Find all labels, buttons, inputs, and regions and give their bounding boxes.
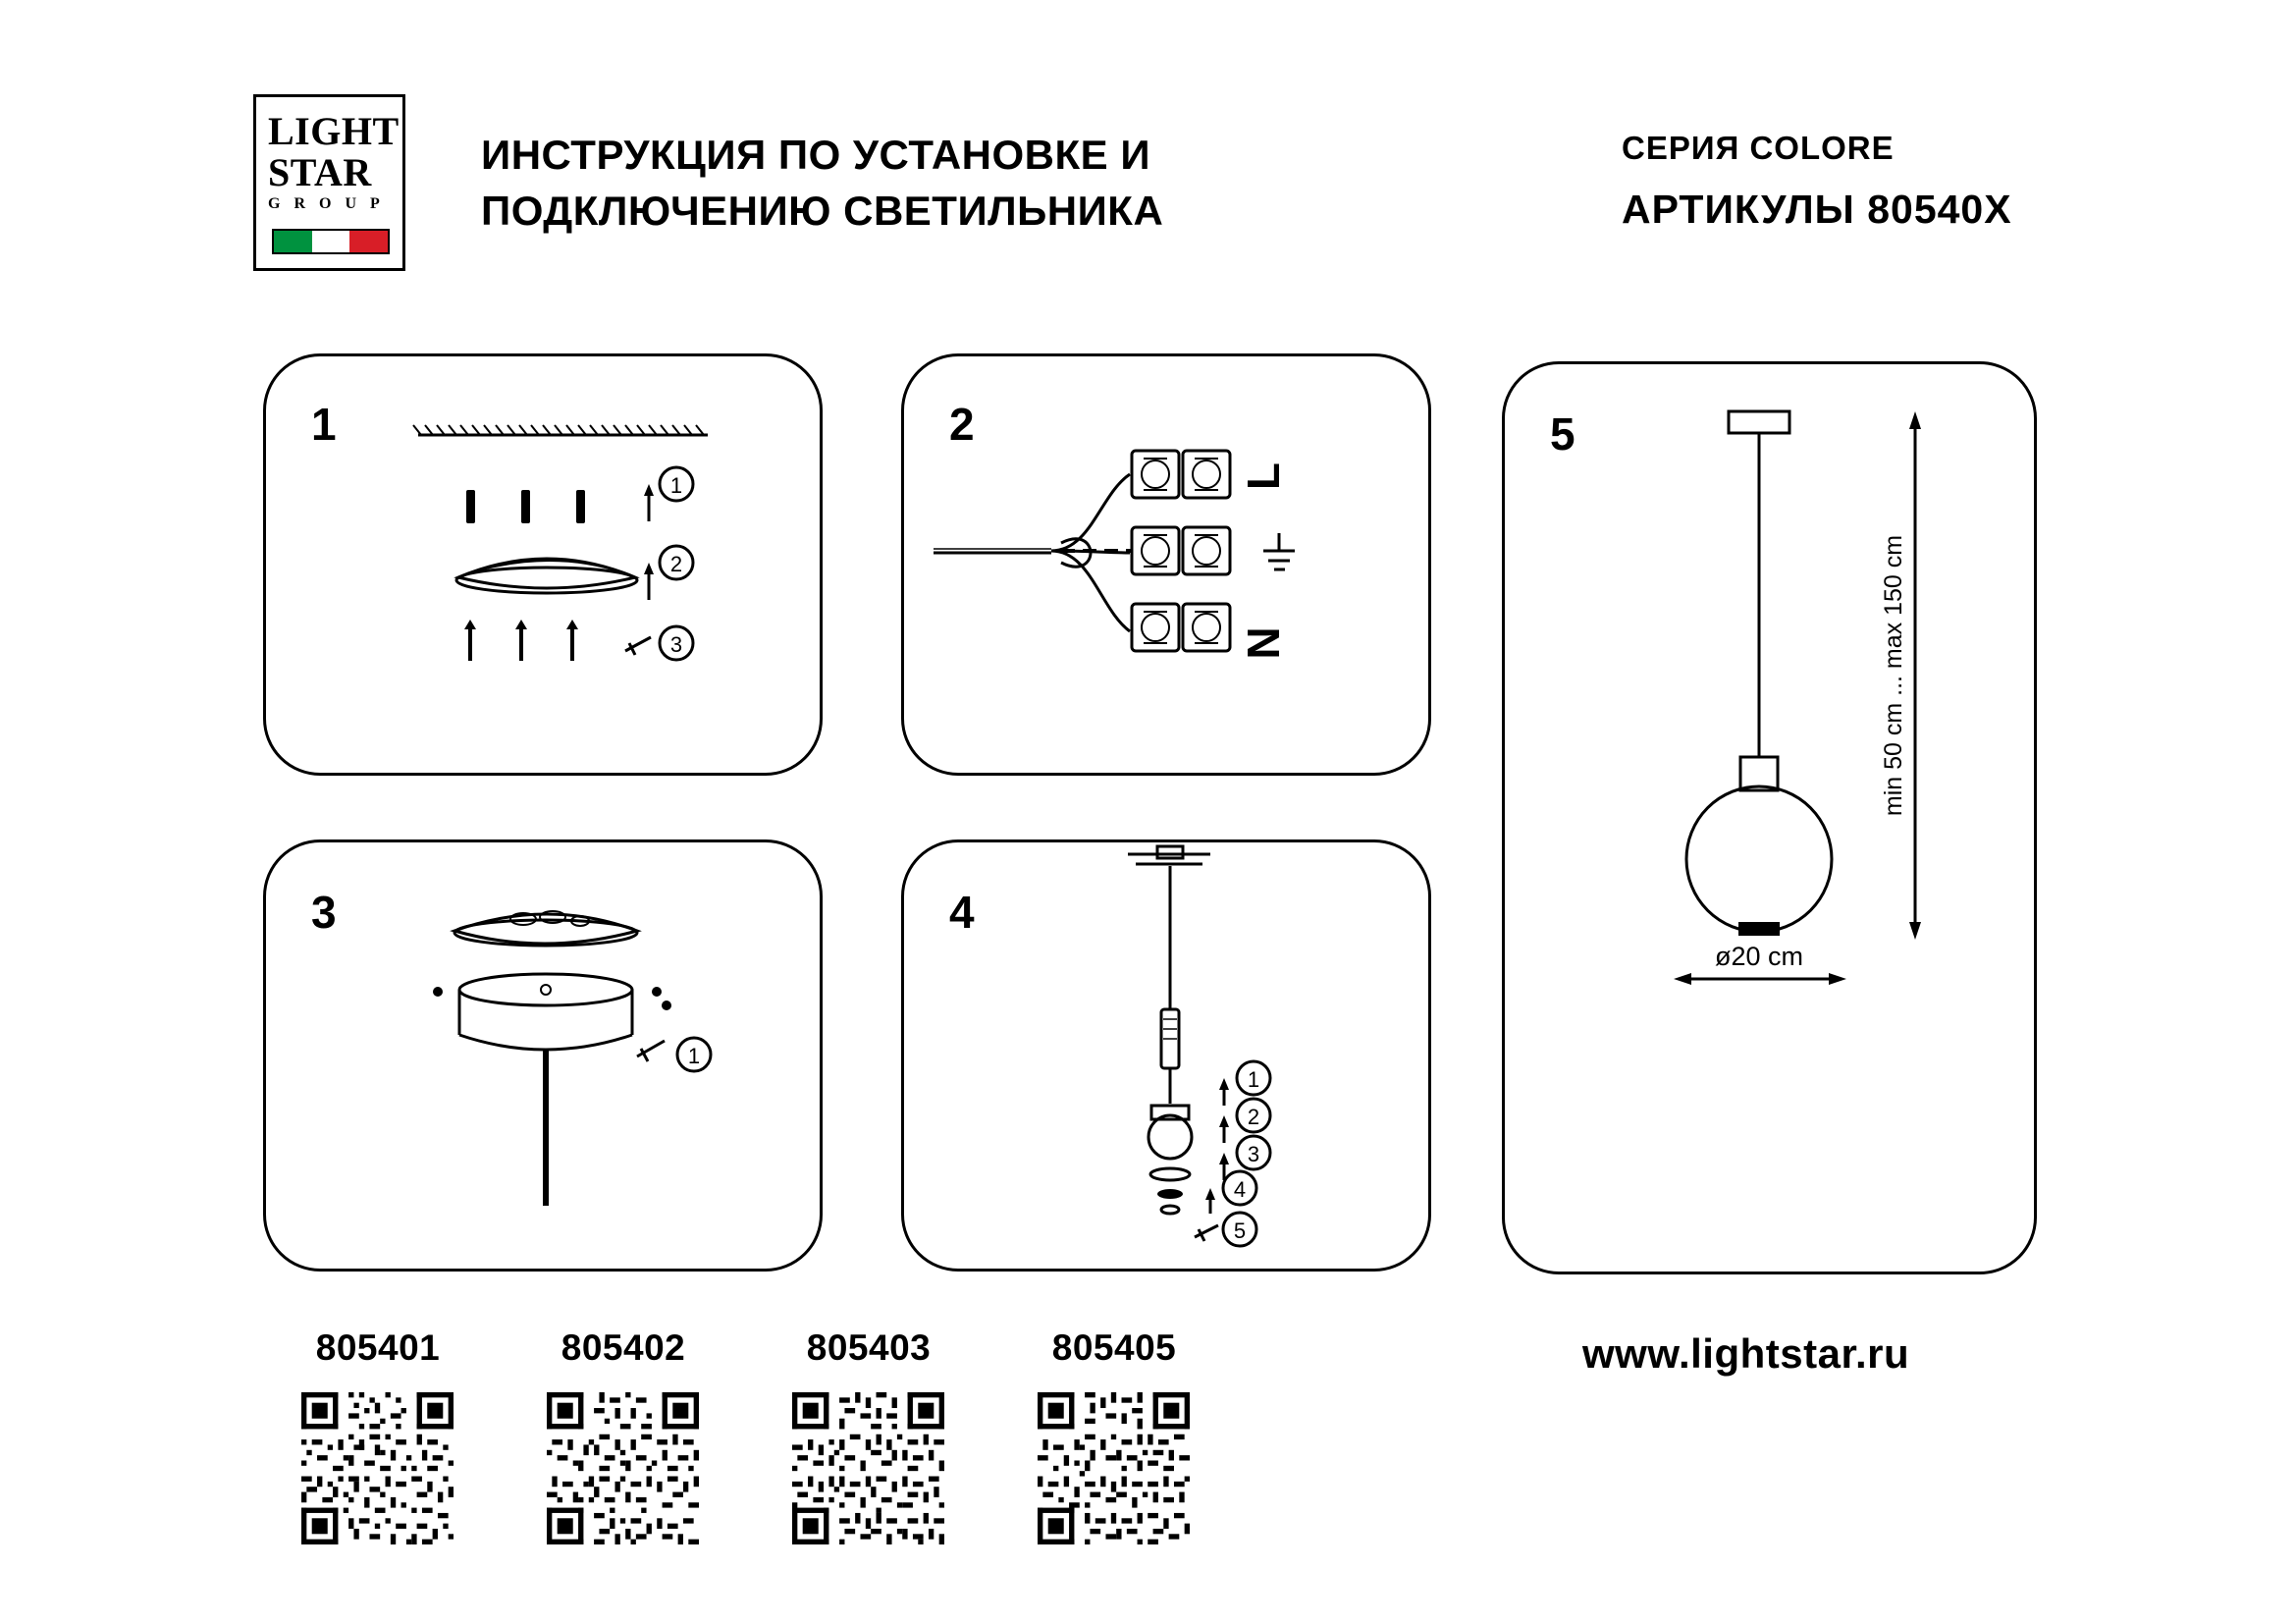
callout-1-label: 1 [687,1044,701,1068]
italy-flag-icon [272,229,390,254]
diameter-dimension-label: ø20 cm [1714,942,1804,971]
terminal-label-l: L [1238,461,1289,491]
step-5-diagram [1505,364,2040,1277]
step-number-4: 4 [949,887,975,938]
company-logo [253,94,405,271]
callout-2-label: 2 [669,552,683,576]
logo-line-1: LIGHT [268,109,400,153]
callout-1-label: 1 [669,473,683,498]
product-code-805402: 805402 [561,1327,686,1368]
step-4-diagram [904,842,1434,1274]
logo-line-2: STAR [268,149,372,194]
flag-stripe-white [312,231,350,252]
website-url[interactable]: www.lightstar.ru [1582,1330,1910,1377]
step-number-3: 3 [311,887,337,938]
flag-stripe-red [349,231,388,252]
product-code-805405: 805405 [1051,1327,1177,1368]
earth-icon [1263,533,1295,569]
articul-label: АРТИКУЛЫ 80540X [1622,187,2012,232]
callout-5-label: 5 [1233,1218,1247,1243]
step-panel-4 [901,839,1431,1272]
step-panel-2 [901,353,1431,776]
height-dimension-label: min 50 cm ... max 150 cm [1880,534,1907,817]
callout-3-label: 3 [669,632,683,657]
qr-code-805405[interactable] [1038,1392,1190,1544]
product-code-805401: 805401 [315,1327,441,1368]
step-number-5: 5 [1550,408,1575,460]
callout-4-label: 4 [1233,1177,1247,1202]
step-1-diagram [266,356,826,779]
flag-stripe-green [274,231,312,252]
product-code-805403: 805403 [806,1327,932,1368]
callout-2-label: 2 [1247,1105,1260,1129]
step-panel-3 [263,839,823,1272]
callout-1-label: 1 [1247,1067,1260,1092]
step-number-2: 2 [949,399,975,450]
terminal-label-n: N [1238,626,1289,660]
step-3-diagram [266,842,826,1274]
qr-code-805401[interactable] [301,1392,454,1544]
page-title: ИНСТРУКЦИЯ ПО УСТАНОВКЕ И ПОДКЛЮЧЕНИЮ СВЕТИЛЬНИКА [481,132,1164,234]
series-label: СЕРИЯ COLORE [1622,130,1895,166]
logo-line-3: G R O U P [268,195,385,213]
step-2-diagram [904,356,1434,779]
callout-3-label: 3 [1247,1142,1260,1166]
qr-code-805402[interactable] [547,1392,699,1544]
step-panel-1 [263,353,823,776]
step-panel-5 [1502,361,2037,1274]
step-number-1: 1 [311,399,337,450]
logo-wordmark [256,97,402,213]
qr-code-805403[interactable] [792,1392,944,1544]
